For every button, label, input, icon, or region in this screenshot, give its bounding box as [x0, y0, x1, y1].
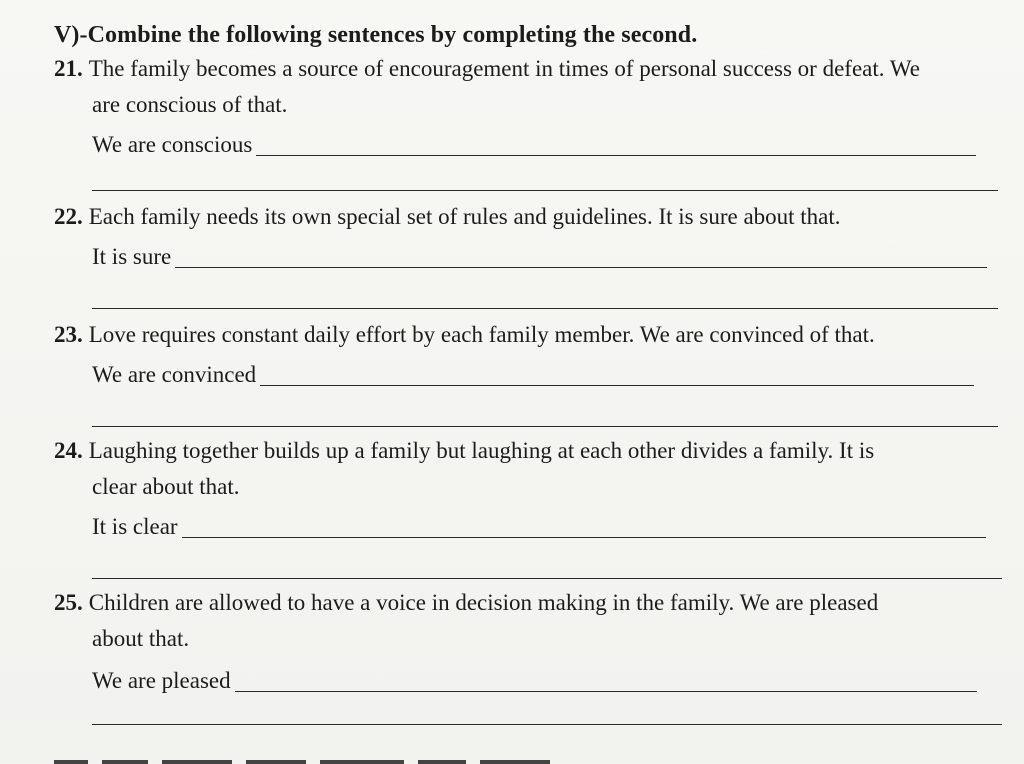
- section-title: V)-Combine the following sentences by completing the second.: [54, 22, 698, 48]
- question-sentence: Children are allowed to have a voice in decision making in the family. We are pleased: [88, 590, 879, 615]
- question-text-line2: about that.: [92, 626, 190, 651]
- next-section-cutoff: [54, 752, 614, 764]
- answer-prompt-row: [92, 128, 976, 158]
- answer-prompt: We are convinced: [92, 362, 257, 387]
- question-text-line2: are conscious of that.: [92, 92, 288, 117]
- answer-prompt-row: [92, 664, 977, 694]
- question-sentence: Love requires constant daily effort by each family member. We are convinced of that.: [88, 322, 875, 347]
- question-text-line2: clear about that.: [92, 474, 240, 499]
- question-number: 22.: [54, 204, 83, 229]
- answer-line-2[interactable]: [92, 724, 1002, 725]
- question-text-line1: [54, 204, 841, 230]
- question-number: 24.: [54, 438, 83, 463]
- answer-prompt-row: [92, 240, 987, 270]
- question-text-line1: [54, 56, 920, 82]
- answer-line-1[interactable]: [175, 245, 987, 268]
- question-sentence: Each family needs its own special set of rules and guidelines. It is sure about that.: [88, 204, 841, 229]
- answer-line-2[interactable]: [92, 426, 998, 427]
- question-number: 25.: [54, 590, 83, 615]
- question-sentence: The family becomes a source of encouragement in times of personal success or defeat. We: [88, 56, 920, 81]
- answer-line-1[interactable]: [260, 363, 974, 386]
- answer-prompt-row: [92, 358, 974, 388]
- answer-prompt: It is clear: [92, 514, 178, 539]
- question-text-line1: [54, 322, 875, 348]
- answer-prompt: We are pleased: [92, 668, 231, 693]
- question-number: 21.: [54, 56, 83, 81]
- answer-line-1[interactable]: [235, 669, 977, 692]
- answer-prompt-row: [92, 510, 986, 540]
- question-text-line1: [54, 590, 878, 616]
- answer-prompt: It is sure: [92, 244, 172, 269]
- question-sentence: Laughing together builds up a family but laughing at each other divides a family. It is: [88, 438, 875, 463]
- answer-prompt: We are conscious: [92, 132, 253, 157]
- answer-line-1[interactable]: [182, 515, 986, 538]
- answer-line-2[interactable]: [92, 190, 998, 191]
- answer-line-2[interactable]: [92, 578, 1002, 579]
- answer-line-1[interactable]: [256, 133, 976, 156]
- question-number: 23.: [54, 322, 83, 347]
- answer-line-2[interactable]: [92, 308, 998, 309]
- question-text-line1: [54, 438, 874, 464]
